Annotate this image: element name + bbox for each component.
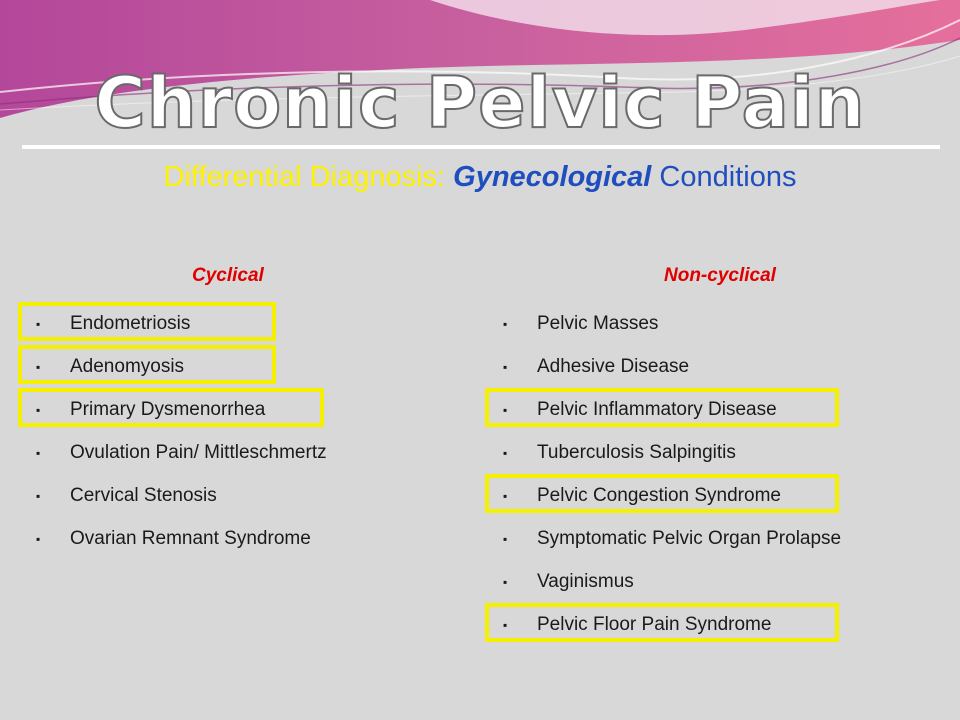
list-item-label: Tuberculosis Salpingitis xyxy=(537,441,736,463)
list-item xyxy=(36,388,327,431)
list-item xyxy=(503,474,841,517)
list-item-label: Ovarian Remnant Syndrome xyxy=(70,527,311,549)
list-item-label: Ovulation Pain/ Mittleschmertz xyxy=(70,441,327,463)
right-column-heading: Non-cyclical xyxy=(664,265,776,286)
slide-title: Chronic Pelvic Pain xyxy=(94,62,866,144)
list-item-label: Pelvic Floor Pain Syndrome xyxy=(537,613,772,635)
list-item-label: Primary Dysmenorrhea xyxy=(70,398,266,420)
slide-subtitle xyxy=(0,160,960,195)
list-item xyxy=(503,431,841,474)
square-bullet-icon: ▪ xyxy=(36,531,41,546)
list-item-label: Adhesive Disease xyxy=(537,355,690,377)
list-item xyxy=(503,345,841,388)
square-bullet-icon: ▪ xyxy=(36,359,41,374)
subtitle-part-1: Differential Diagnosis: xyxy=(163,161,454,193)
list-item xyxy=(503,560,841,603)
square-bullet-icon: ▪ xyxy=(503,402,508,417)
list-item xyxy=(36,517,327,560)
list-item-label: Symptomatic Pelvic Organ Prolapse xyxy=(537,527,842,549)
list-item xyxy=(36,302,327,345)
square-bullet-icon: ▪ xyxy=(503,359,508,374)
list-item-label: Cervical Stenosis xyxy=(70,484,217,506)
cyclical-list xyxy=(36,302,327,560)
square-bullet-icon: ▪ xyxy=(36,445,41,460)
list-item-label: Pelvic Masses xyxy=(537,312,659,334)
list-item-label: Pelvic Inflammatory Disease xyxy=(537,398,777,420)
list-item xyxy=(36,474,327,517)
list-item xyxy=(503,517,841,560)
square-bullet-icon: ▪ xyxy=(503,531,508,546)
subtitle-part-2: Gynecological xyxy=(453,161,652,193)
subtitle-part-3: Conditions xyxy=(651,161,797,193)
square-bullet-icon: ▪ xyxy=(503,316,508,331)
list-item xyxy=(36,431,327,474)
square-bullet-icon: ▪ xyxy=(36,402,41,417)
list-item xyxy=(503,302,841,345)
non-cyclical-list xyxy=(503,302,841,646)
list-item-label: Adenomyosis xyxy=(70,355,185,377)
list-item-label: Endometriosis xyxy=(70,312,191,334)
list-item-label: Vaginismus xyxy=(537,570,634,592)
square-bullet-icon: ▪ xyxy=(503,445,508,460)
square-bullet-icon: ▪ xyxy=(503,574,508,589)
left-column-heading: Cyclical xyxy=(192,265,264,286)
square-bullet-icon: ▪ xyxy=(36,488,41,503)
square-bullet-icon: ▪ xyxy=(503,488,508,503)
title-underline xyxy=(22,145,940,149)
list-item-label: Pelvic Congestion Syndrome xyxy=(537,484,781,506)
square-bullet-icon: ▪ xyxy=(36,316,41,331)
square-bullet-icon: ▪ xyxy=(503,617,508,632)
list-item xyxy=(503,603,841,646)
list-item xyxy=(503,388,841,431)
list-item xyxy=(36,345,327,388)
